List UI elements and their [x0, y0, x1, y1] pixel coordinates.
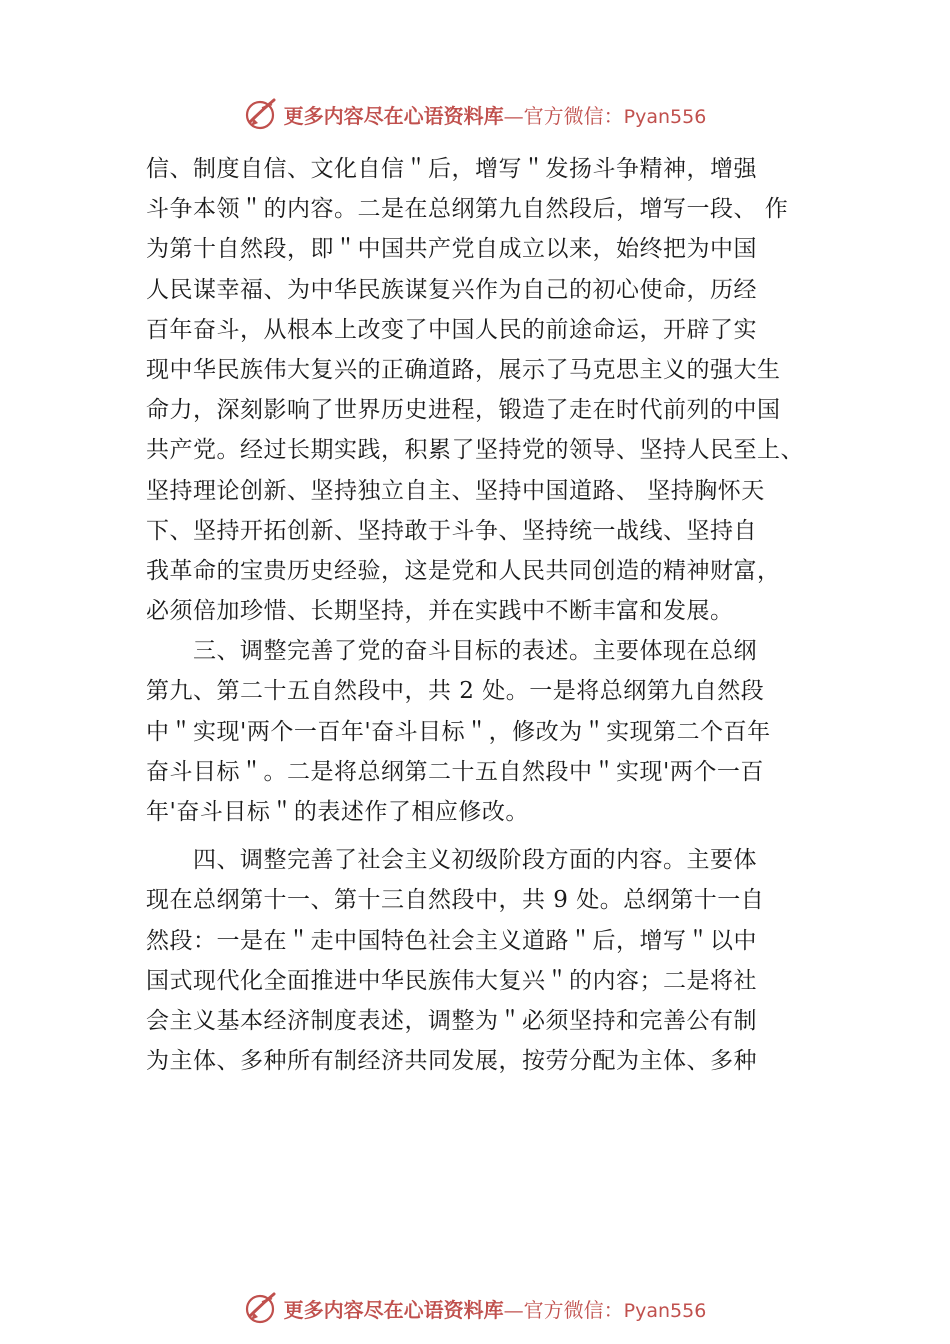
text-line: 坚持理论创新、坚持独立自主、坚持中国道路、 坚持胸怀天 — [146, 477, 765, 504]
text-line: 下、坚持开拓创新、坚持敢于斗争、坚持统一战线、坚持自 — [146, 517, 757, 544]
text-line: 命力，深刻影响了世界历史进程，锻造了走在时代前列的中国 — [146, 397, 781, 424]
banner-subtitle: —官方微信： — [503, 103, 624, 128]
banner-title: 更多内容尽在心语资料库 — [283, 103, 504, 128]
text-line: 共产党。经过长期实践，积累了坚持党的领导、坚持人民至上、 — [146, 437, 804, 464]
text-line: 中＂实现'两个一百年'奋斗目标＂，修改为＂实现第二个百年 — [146, 718, 771, 745]
text-line: 然段：一是在＂走中国特色社会主义道路＂后，增写＂以中 — [146, 927, 757, 954]
document-body — [146, 149, 836, 1081]
text-line: 国式现代化全面推进中华民族伟大复兴＂的内容；二是将社 — [146, 967, 757, 994]
pen-logo-icon — [244, 1290, 280, 1326]
text-line: 必须倍加珍惜、长期坚持，并在实践中不断丰富和发展。 — [146, 598, 734, 625]
footer-banner — [0, 1286, 950, 1330]
paragraph-gap — [146, 832, 836, 840]
text-line: 信、制度自信、文化自信＂后，增写＂发扬斗争精神，增强 — [146, 156, 757, 182]
banner-subtitle: —官方微信： — [503, 1297, 624, 1322]
header-banner — [0, 92, 950, 136]
text-line: 为第十自然段，即＂中国共产党自成立以来，始终把为中国 — [146, 236, 757, 263]
text-line: 会主义基本经济制度表述，调整为＂必须坚持和完善公有制 — [146, 1007, 757, 1034]
text-line: 现中华民族伟大复兴的正确道路，展示了马克思主义的强大生 — [146, 356, 781, 383]
text-line: 为主体、多种所有制经济共同发展，按劳分配为主体、多种 — [146, 1048, 757, 1075]
text-line: 现在总纲第十一、第十三自然段中，共 9 处。总纲第十一自 — [146, 887, 765, 914]
text-line: 奋斗目标＂。二是将总纲第二十五自然段中＂实现'两个一百 — [146, 758, 764, 785]
text-line: 三、调整完善了党的奋斗目标的表述。主要体现在总纲 — [146, 638, 757, 665]
text-line: 百年奋斗，从根本上改变了中国人民的前途命运，开辟了实 — [146, 316, 757, 343]
pen-logo-icon — [244, 96, 280, 132]
text-line: 人民谋幸福、为中华民族谋复兴作为自己的初心使命，历经 — [146, 276, 757, 303]
text-line: 第九、第二十五自然段中，共 2 处。一是将总纲第九自然段 — [146, 678, 765, 705]
text-line: 斗争本领＂的内容。二是在总纲第九自然段后，增写一段、 作 — [146, 196, 789, 223]
text-line: 四、调整完善了社会主义初级阶段方面的内容。主要体 — [146, 847, 757, 874]
banner-title: 更多内容尽在心语资料库 — [283, 1297, 504, 1322]
banner-wechat-id: Pyan556 — [623, 1299, 707, 1322]
text-line: 年'奋斗目标＂的表述作了相应修改。 — [146, 799, 529, 825]
text-line: 我革命的宝贵历史经验，这是党和人民共同创造的精神财富， — [146, 557, 781, 584]
banner-wechat-id: Pyan556 — [623, 105, 707, 128]
